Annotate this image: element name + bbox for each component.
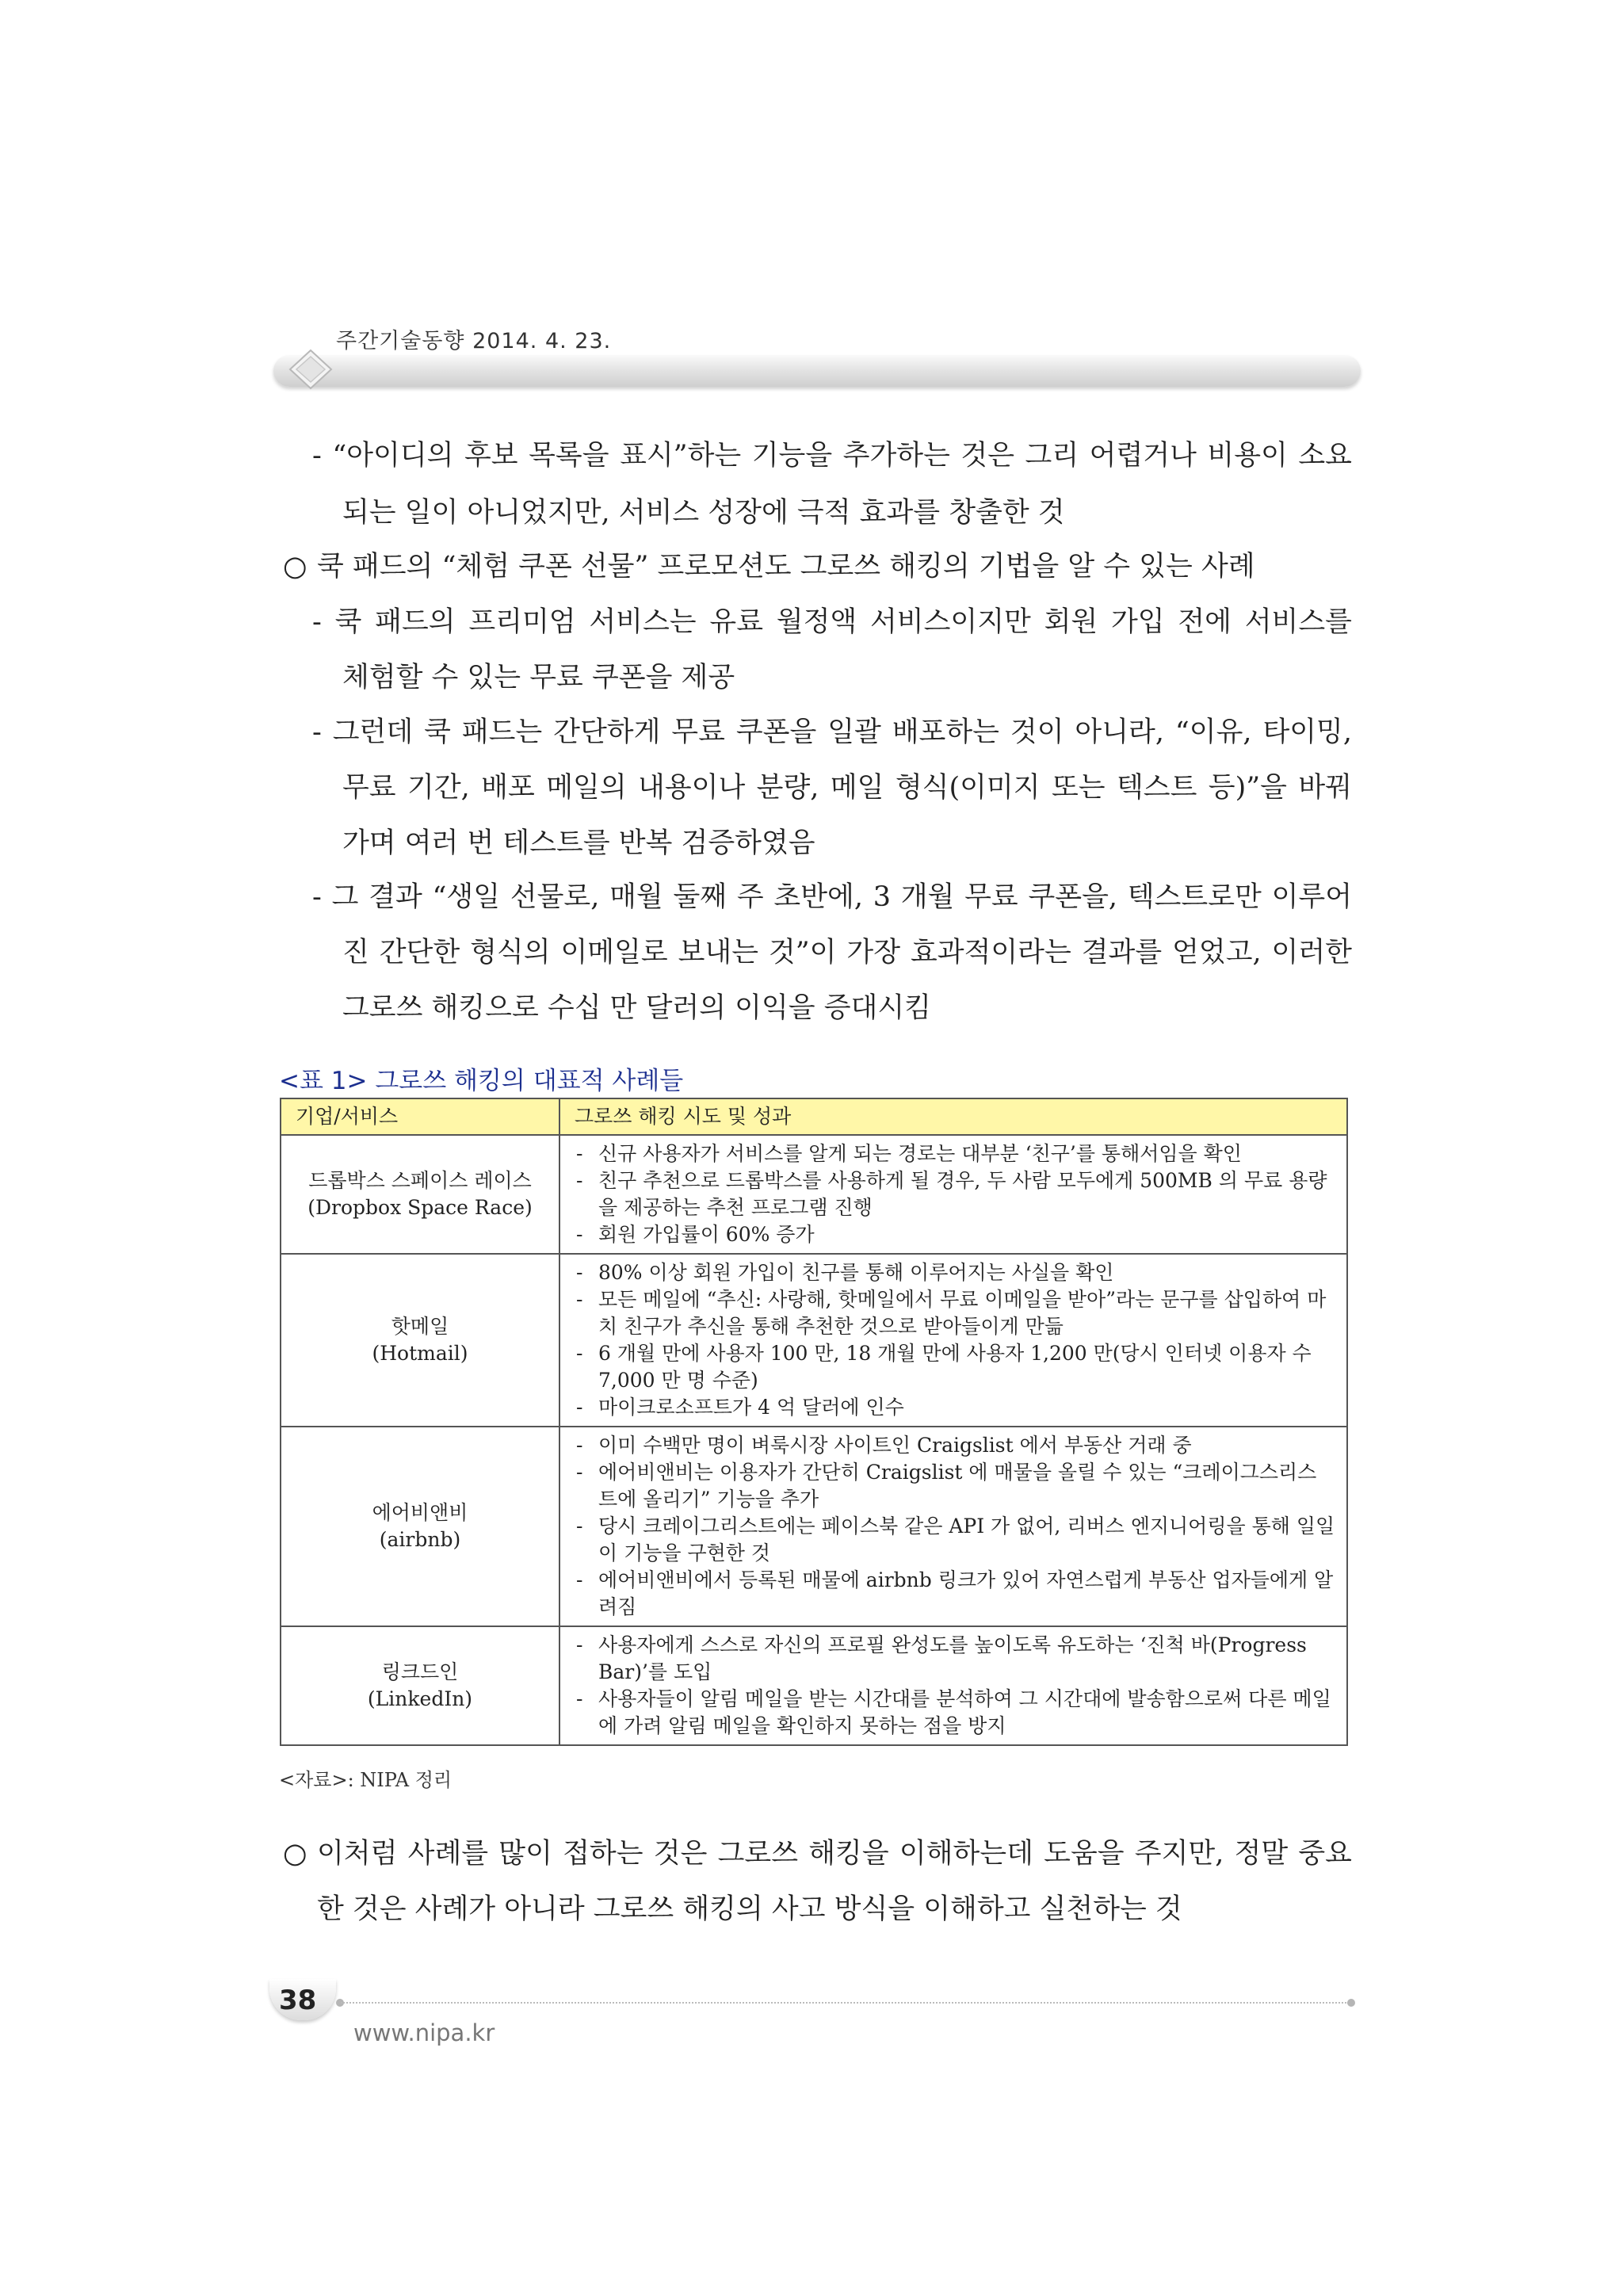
column-header-company: 기업/서비스 [281, 1098, 559, 1135]
p1-line-1: - “아이디의 후보 목록을 표시”하는 기능을 추가하는 것은 그리 어렵거나 비용이 소요 [312, 440, 1352, 472]
list-item [576, 1140, 1335, 1167]
list-item [576, 1221, 1335, 1248]
dash-marker: - [576, 1288, 583, 1311]
page-number: 38 [279, 1985, 317, 2016]
item-text: 에어비앤비는 이용자가 간단히 Craigslist 에 매물을 올릴 수 있는 “크레이그스리스트에 올리기” 기능을 추가 [598, 1461, 1317, 1511]
table-row [281, 1626, 1347, 1745]
details-cell [559, 1626, 1347, 1745]
dash-marker: - [576, 1687, 583, 1710]
details-cell [559, 1135, 1347, 1254]
list-item [576, 1259, 1335, 1286]
company-name-ko: 핫메일 [391, 1315, 449, 1338]
details-cell [559, 1427, 1347, 1626]
company-name-ko: 에어비앤비 [372, 1501, 468, 1524]
header-bar [273, 355, 1361, 387]
dash-marker: - [576, 1396, 583, 1419]
list-item [576, 1513, 1335, 1567]
company-name-en: (LinkedIn) [367, 1687, 473, 1710]
item-text: 에어비앤비에서 등록된 매물에 airbnb 링크가 있어 자연스럽게 부동산 업자들에게 알려짐 [598, 1568, 1334, 1618]
p4-line-2: 무료 기간, 배포 메일의 내용이나 분량, 메일 형식(이미지 또는 텍스트 등)”을 바꿔 [342, 772, 1352, 804]
table-source-note: <자료>: NIPA 정리 [279, 1769, 453, 1791]
dash-marker: - [576, 1142, 583, 1165]
item-text: 이미 수백만 명이 벼룩시장 사이트인 Craigslist 에서 부동산 거래 중 [598, 1434, 1192, 1457]
list-item [576, 1394, 1335, 1421]
dash-marker: - [576, 1461, 583, 1484]
item-text: 마이크로소프트가 4 억 달러에 인수 [598, 1396, 904, 1419]
p4-line-1: - 그런데 쿡 패드는 간단하게 무료 쿠폰을 일괄 배포하는 것이 아니라, “이유, 타이밍, [312, 716, 1352, 748]
dash-marker: - [576, 1261, 583, 1284]
table-caption: <표 1> 그로쓰 해킹의 대표적 사례들 [279, 1067, 684, 1095]
circle-bullet-icon: ○ [283, 1838, 307, 1870]
item-text: 회원 가입률이 60% 증가 [598, 1223, 815, 1246]
footer-divider [341, 2002, 1349, 2004]
p5-line-3: 그로쓰 해킹으로 수십 만 달러의 이익을 증대시킴 [342, 992, 931, 1024]
item-text: 친구 추천으로 드롭박스를 사용하게 될 경우, 두 사람 모두에게 500MB 의 무료 용량을 제공하는 추천 프로그램 진행 [598, 1169, 1327, 1219]
p5-line-1: - 그 결과 “생일 선물로, 매월 둘째 주 초반에, 3 개월 무료 쿠폰을, 텍스트로만 이루어 [312, 881, 1352, 913]
dash-marker: - [576, 1633, 583, 1656]
list-item [576, 1459, 1335, 1513]
p4-line-3: 가며 여러 번 테스트를 반복 검증하였음 [342, 827, 815, 859]
company-cell [281, 1254, 559, 1427]
list-item [576, 1686, 1335, 1740]
company-cell [281, 1427, 559, 1626]
dash-marker: - [576, 1342, 583, 1365]
p2-line-1: 쿡 패드의 “체험 쿠폰 선물” 프로모션도 그로쓰 해킹의 기법을 알 수 있는 사례 [317, 551, 1255, 583]
p5-line-2: 진 간단한 형식의 이메일로 보내는 것”이 가장 효과적이라는 결과를 얻었고, 이러한 [342, 937, 1352, 968]
p1-line-2: 되는 일이 아니었지만, 서비스 성장에 극적 효과를 창출한 것 [342, 497, 1065, 529]
item-text: 6 개월 만에 사용자 100 만, 18 개월 만에 사용자 1,200 만(당시 인터넷 이용자 수 7,000 만 명 수준) [598, 1342, 1312, 1392]
table-row [281, 1427, 1347, 1626]
dash-marker: - [576, 1169, 583, 1192]
company-name-ko: 드롭박스 스페이스 레이스 [308, 1169, 532, 1192]
company-name-en: (Hotmail) [372, 1342, 468, 1365]
item-text: 신규 사용자가 서비스를 알게 되는 경로는 대부분 ‘친구’를 통해서임을 확인 [598, 1142, 1242, 1165]
column-header-attempts: 그로쓰 해킹 시도 및 성과 [559, 1098, 1347, 1135]
table-row [281, 1254, 1347, 1427]
company-cell [281, 1135, 559, 1254]
footer-dot-right [1347, 1999, 1355, 2007]
dash-marker: - [576, 1568, 583, 1591]
list-item [576, 1632, 1335, 1686]
list-item [576, 1567, 1335, 1621]
p3-line-2: 체험할 수 있는 무료 쿠폰을 제공 [342, 662, 735, 693]
dash-marker: - [576, 1434, 583, 1457]
list-item [576, 1286, 1335, 1340]
growth-hacking-cases-table [280, 1098, 1348, 1746]
list-item [576, 1167, 1335, 1221]
footer-url: www.nipa.kr [353, 2019, 495, 2046]
company-name-ko: 링크드인 [381, 1660, 459, 1683]
company-name-en: (Dropbox Space Race) [307, 1196, 533, 1219]
p6-line-2: 한 것은 사례가 아니라 그로쓰 해킹의 사고 방식을 이해하고 실천하는 것 [317, 1893, 1182, 1925]
dash-marker: - [576, 1223, 583, 1246]
list-item [576, 1340, 1335, 1394]
table-header-row [281, 1098, 1347, 1135]
details-cell [559, 1254, 1347, 1427]
company-name-en: (airbnb) [379, 1528, 461, 1551]
table-row [281, 1135, 1347, 1254]
item-text: 사용자에게 스스로 자신의 프로필 완성도를 높이도록 유도하는 ‘진척 바(Progress Bar)’를 도입 [598, 1633, 1307, 1683]
item-text: 당시 크레이그리스트에는 페이스북 같은 API 가 없어, 리버스 엔지니어링을 통해 일일이 기능을 구현한 것 [598, 1515, 1335, 1564]
item-text: 모든 메일에 “추신: 사랑해, 핫메일에서 무료 이메일을 받아”라는 문구를 삽입하여 마치 친구가 추신을 통해 추천한 것으로 받아들이게 만듦 [598, 1288, 1327, 1338]
dash-marker: - [576, 1515, 583, 1538]
item-text: 사용자들이 알림 메일을 받는 시간대를 분석하여 그 시간대에 발송함으로써 다른 메일에 가려 알림 메일을 확인하지 못하는 점을 방지 [598, 1687, 1331, 1737]
item-text: 80% 이상 회원 가입이 친구를 통해 이루어지는 사실을 확인 [598, 1261, 1114, 1284]
p6-line-1: 이처럼 사례를 많이 접하는 것은 그로쓰 해킹을 이해하는데 도움을 주지만, 정말 중요 [317, 1838, 1352, 1870]
list-item [576, 1432, 1335, 1459]
p3-line-1: - 쿡 패드의 프리미엄 서비스는 유료 월정액 서비스이지만 회원 가입 전에 서비스를 [312, 606, 1352, 638]
header-diamond-icon [287, 346, 334, 393]
running-header-title: 주간기술동향 2014. 4. 23. [336, 329, 612, 353]
circle-bullet-icon: ○ [283, 551, 307, 583]
company-cell [281, 1626, 559, 1745]
